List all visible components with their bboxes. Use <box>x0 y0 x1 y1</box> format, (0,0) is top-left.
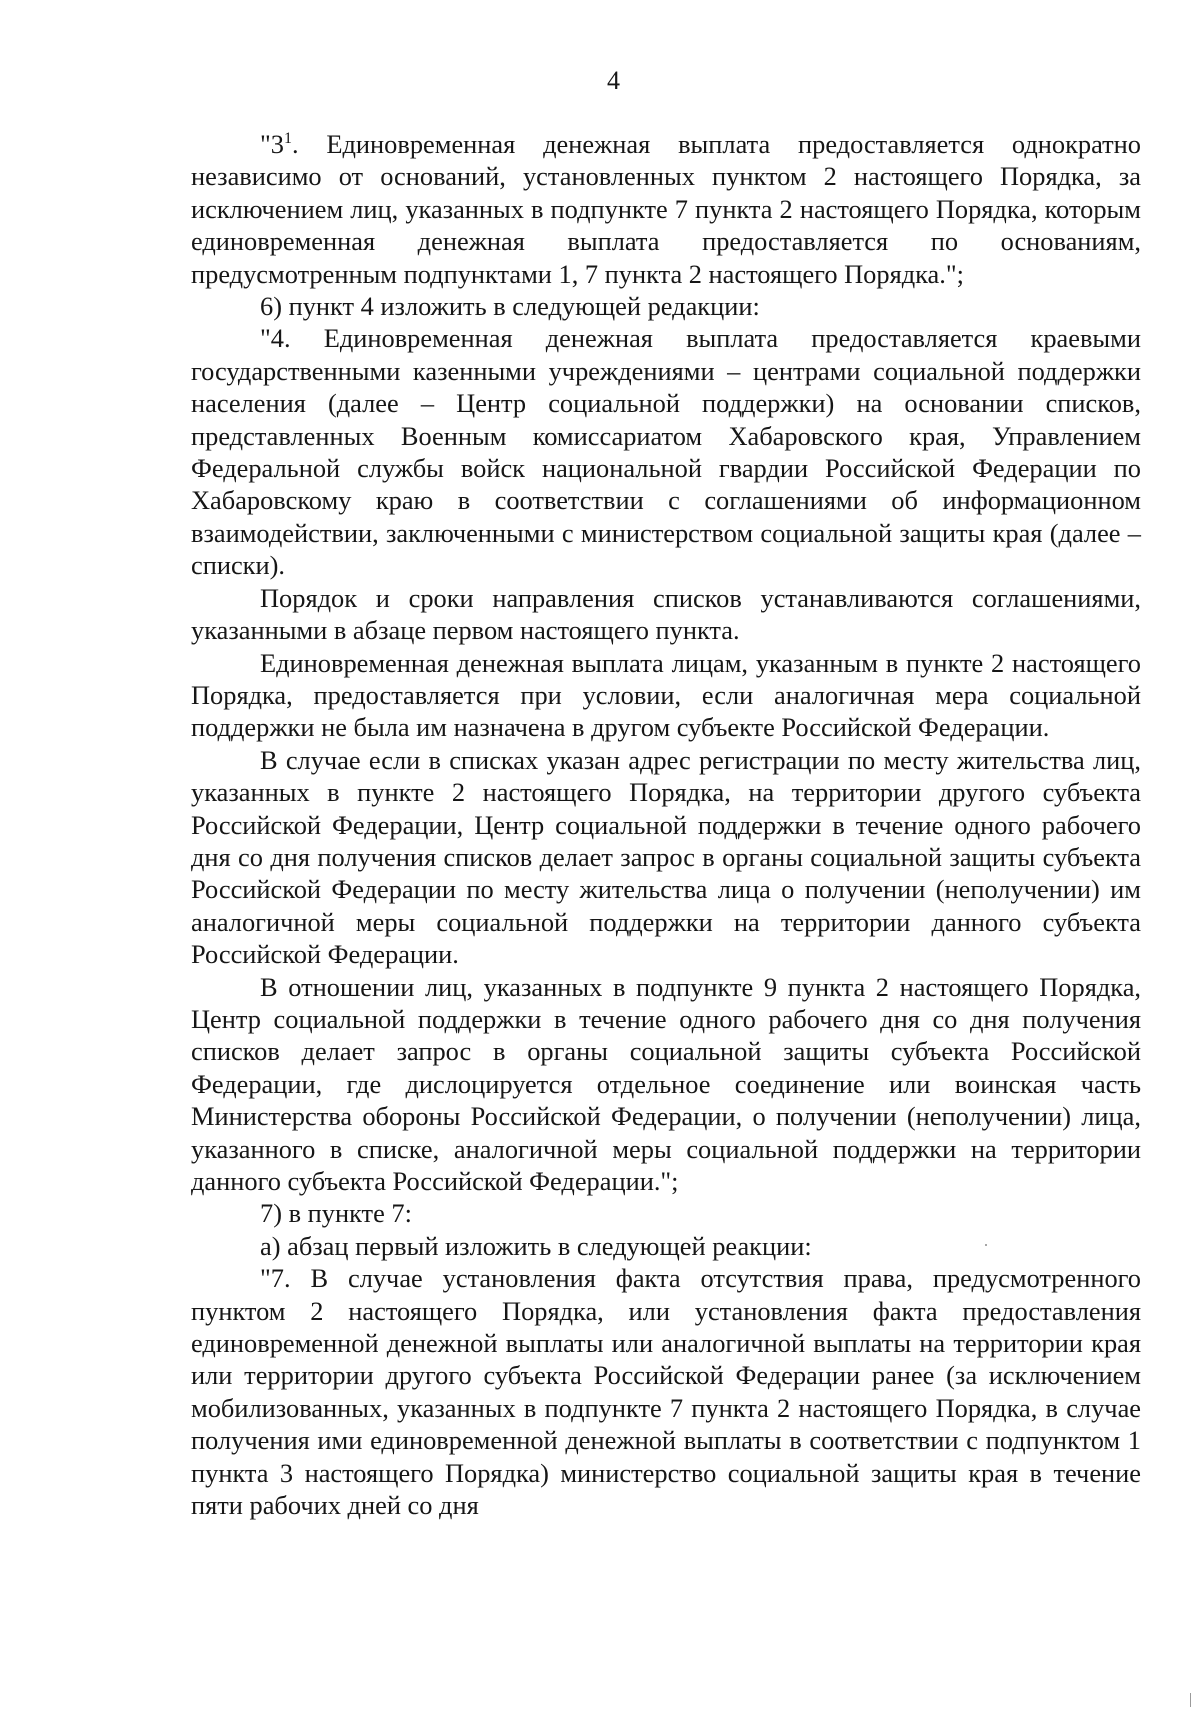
paragraph-item-7: "7. В случае установления факта отсутствия права, предусмотренного пунктом 2 настоящего Порядка, или установления факта предоставления единовременной денежной выплаты или аналогичной выплаты на территории края или территории другого субъекта Российской Федерации ранее (за исключением мобилизованных, указанных в подпункте 7 пункта 2 настоящего Порядка, в случае получения ими единовременной денежной выплаты в соответствии с подпунктом 1 пункта 3 настоящего Порядка) министерство социальной защиты края в течение пяти рабочих дней со дня <box>191 1263 1141 1521</box>
scan-edge-mark <box>1190 1693 1191 1707</box>
paragraph-lead: "3 <box>260 129 284 159</box>
paragraph-payment-condition: Единовременная денежная выплата лицам, указанным в пункте 2 настоящего Порядка, предоставляется при условии, если аналогичная мера социальной поддержки не была им назначена в другом субъекте Российской Федерации. <box>191 647 1141 743</box>
paragraph-subitem-9-request: В отношении лиц, указанных в подпункте 9 пункта 2 настоящего Порядка, Центр социальной поддержки в течение одного рабочего дня со дня получения списков делает запрос в органы социальной защиты субъекта Российской Федерации, где дислоцируется отдельное соединение или воинская часть Министерства обороны Российской Федерации, о получении (неполучении) лица, указанного в списке, аналогичной меры социальной поддержки на территории данного субъекта Российской Федерации."; <box>191 971 1141 1196</box>
paragraph-amendment-6: 6) пункт 4 изложить в следующей редакции: <box>260 291 760 322</box>
scan-speck <box>985 1244 987 1246</box>
paragraph-amendment-7: 7) в пункте 7: <box>260 1198 412 1229</box>
paragraph-item-3-1 <box>191 128 1141 290</box>
superscript-index: 1 <box>283 130 292 147</box>
paragraph-text: . Единовременная денежная выплата предоставляется однократно независимо от оснований, установленных пунктом 2 настоящего Порядка, за исключением лиц, указанных в подпункте 7 пункта 2 настоящего Порядка, которым единовременная денежная выплата предоставляется по основаниям, предусмотренным подпунктами 1, 7 пункта 2 настоящего Порядка."; <box>191 129 1141 289</box>
page-number: 4 <box>607 66 620 95</box>
document-body <box>191 128 1141 1521</box>
paragraph-item-4: "4. Единовременная денежная выплата предоставляется краевыми государственными казенными учреждениями – центрами социальной поддержки населения (далее – Центр социальной поддержки) на основании списков, представленных Военным комиссариатом Хабаровского края, Управлением Федеральной службы войск национальной гвардии Российской Федерации по Хабаровскому краю в соответствии с соглашениями об информационном взаимодействии, заключенными с министерством социальной защиты края (далее – списки). <box>191 323 1141 581</box>
paragraph-lists-procedure: Порядок и сроки направления списков устанавливаются соглашениями, указанными в абзаце первом настоящего пункта. <box>191 582 1141 646</box>
paragraph-amendment-7a: а) абзац первый изложить в следующей реакции: <box>260 1230 812 1261</box>
paragraph-other-region-request: В случае если в списках указан адрес регистрации по месту жительства лиц, указанных в пункте 2 настоящего Порядка, на территории другого субъекта Российской Федерации, Центр социальной поддержки в течение одного рабочего дня со дня получения списков делает запрос в органы социальной защиты субъекта Российской Федерации по месту жительства лица о получении (неполучении) им аналогичной меры социальной поддержки на территории данного субъекта Российской Федерации. <box>191 744 1141 970</box>
